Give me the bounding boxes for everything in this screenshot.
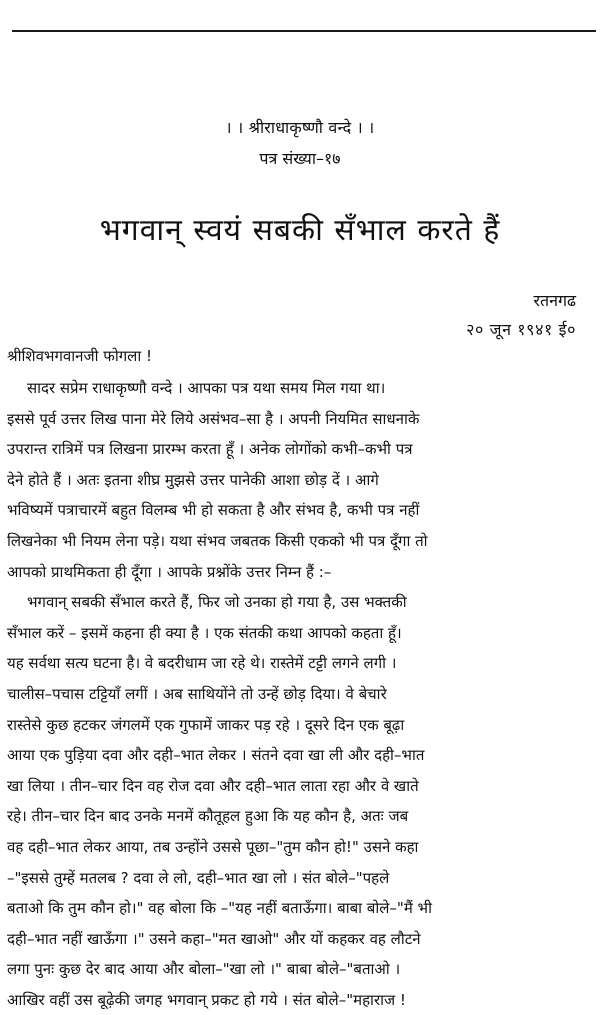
- body-line: रहे। तीन–चार दिन बाद उनके मनमें कौतूहल हुआ कि यह कौन है, अतः जब: [7, 807, 409, 826]
- letter-date: २० जून १९४१ ई०: [466, 320, 576, 339]
- body-line: लिखनेका भी नियम लेना पड़े। यथा संभव जबतक किसी एकको भी पत्र दूँगा तो: [7, 531, 428, 550]
- body-line: खा लिया । तीन–चार दिन वह रोज दवा और दही–भात लाता रहा और वे खाते: [7, 776, 419, 795]
- body-line: यह सर्वथा सत्य घटना है। वे बदरीधाम जा रहे थे। रास्तेमें टट्टी लगने लगी ।: [7, 654, 397, 673]
- body-line: सँभाल करें – इसमें कहना ही क्या है । एक संतकी कथा आपको कहता हूँ।: [7, 623, 402, 642]
- body-line: आपको प्राथमिकता ही दूँगा । आपके प्रश्नोंके उत्तर निम्न हैं :–: [7, 562, 332, 581]
- body-line: लगा पुनः कुछ देर बाद आया और बोला–"खा लो ।" बाबा बोले–"बताओ ।: [7, 960, 401, 979]
- body-line: देने होते हैं । अतः इतना शीघ्र मुझसे उत्तर पानेकी आशा छोड़ दें । आगे: [7, 470, 379, 489]
- body-line: वह दही–भात लेकर आया, तब उन्होंने उससे पूछा–"तुम कौन हो!" उसने कहा: [7, 837, 419, 856]
- body-line: उपरान्त रात्रिमें पत्र लिखना प्रारम्भ करता हूँ । अनेक लोगोंको कभी–कभी पत्र: [7, 440, 413, 459]
- letter-place: रतनगढ: [533, 291, 576, 310]
- body-line: दही–भात नहीं खाऊँगा ।" उसने कहा–"मत खाओ" और यों कहकर वह लौटने: [7, 929, 421, 948]
- body-line: चालीस–पचास टट्टियाँ लगीं । अब साथियोंने तो उन्हें छोड़ दिया। वे बेचारे: [7, 684, 387, 703]
- body-line: भविष्यमें पत्राचारमें बहुत विलम्ब भी हो सकता है और संभव है, कभी पत्र नहीं: [7, 501, 420, 520]
- top-rule: [12, 30, 596, 32]
- body-line: –"इससे तुम्हें मतलब ? दवा ले लो, दही–भात खा लो । संत बोले–"पहले: [7, 868, 390, 887]
- addressee: श्रीशिवभगवानजी फोगला !: [7, 347, 152, 365]
- body-line: इससे पूर्व उत्तर लिख पाना मेरे लिये असंभव–सा है । अपनी नियमित साधनाके: [7, 409, 420, 428]
- body-line: बताओ कि तुम कौन हो।" वह बोला कि –"यह नहीं बताऊँगा। बाबा बोले–"मैं भी: [7, 899, 432, 918]
- body-line: रास्तेसे कुछ हटकर जंगलमें एक गुफामें जाकर पड़ रहे । दूसरे दिन एक बूढ़ा: [7, 715, 405, 734]
- body-line: भगवान् सबकी सँभाल करते हैं, फिर जो उनका हो गया है, उस भक्तकी: [27, 593, 407, 612]
- letter-number: पत्र संख्या–१७: [259, 149, 341, 168]
- body-line: आखिर वहीं उस बूढ़ेकी जगह भगवान् प्रकट हो गये । संत बोले–"महाराज !: [7, 990, 406, 1009]
- salutation-heading: । । श्रीराधाकृष्णौ वन्दे । ।: [225, 118, 375, 137]
- body-line: सादर सप्रेम राधाकृष्णौ वन्दे । आपका पत्र यथा समय मिल गया था।: [27, 379, 386, 397]
- body-line: आया एक पुड़िया दवा और दही–भात लेकर । संतने दवा खा ली और दही–भात: [7, 746, 425, 765]
- page-title: भगवान् स्वयं सबकी सँभाल करते हैं: [99, 213, 501, 248]
- letter-body: [7, 373, 593, 1015]
